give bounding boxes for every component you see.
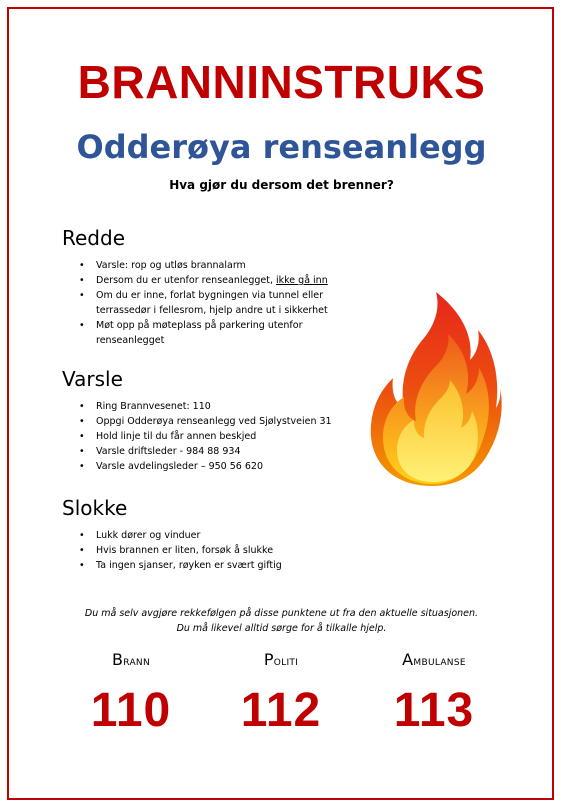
- section-slokke: [62, 496, 362, 573]
- list-item: • Oppgi Odderøya renseanlegg ved Sjølystveien 31: [96, 414, 362, 429]
- list-item: • Møt opp på møteplass på parkering utenfor renseanlegget: [96, 318, 362, 348]
- note-line: Du må selv avgjøre rekkefølgen på disse punktene ut fra den aktuelle situasjonen.: [84, 608, 479, 619]
- list-item: • Varsle driftsleder - 984 88 934: [96, 444, 362, 459]
- list-item: • Hold linje til du får annen beskjed: [96, 429, 362, 444]
- question-text: Hva gjør du dersom det brenner?: [169, 178, 394, 192]
- list-item: • Hvis brannen er liten, forsøk å slukke: [96, 543, 362, 558]
- list-item: • Ta ingen sjanser, røyken er svært giftig: [96, 558, 362, 573]
- number-politi: 112: [240, 684, 322, 737]
- label-brann: Brann: [112, 650, 150, 669]
- bullet-list: [62, 528, 362, 573]
- advice-note: [0, 606, 563, 636]
- section-heading: Varsle: [62, 367, 123, 391]
- list-item: • Lukk dører og vinduer: [96, 528, 362, 543]
- list-item: • Varsle avdelingsleder – 950 56 620: [96, 459, 362, 474]
- page-subtitle: Odderøya renseanlegg: [76, 128, 487, 166]
- label-politi: Politi: [263, 650, 299, 669]
- list-item: • Om du er inne, forlat bygningen via tunnel eller terrassedør i fellesrom, hjelp andre ut i sikkerhet: [96, 288, 362, 318]
- number-brann: 110: [90, 684, 172, 737]
- page-title: BRANNINSTRUKS: [77, 56, 486, 108]
- underlined-text: ikke gå inn: [276, 275, 328, 286]
- section-heading: Slokke: [62, 496, 128, 520]
- section-varsle: [62, 367, 362, 474]
- list-item: • Varsle: rop og utløs brannalarm: [96, 258, 362, 273]
- list-item: • Ring Brannvesenet: 110: [96, 399, 362, 414]
- list-item: • Dersom du er utenfor renseanlegget, ikke gå inn: [96, 273, 362, 288]
- bullet-list: [62, 399, 362, 474]
- section-heading: Redde: [62, 226, 125, 250]
- label-ambulanse: Ambulanse: [402, 650, 466, 669]
- bullet-list: [62, 258, 362, 348]
- note-line: Du må likevel alltid sørge for å tilkalle hjelp.: [176, 623, 387, 634]
- flame-icon: [366, 290, 502, 488]
- number-ambulanse: 113: [393, 684, 475, 737]
- section-redde: [62, 226, 362, 348]
